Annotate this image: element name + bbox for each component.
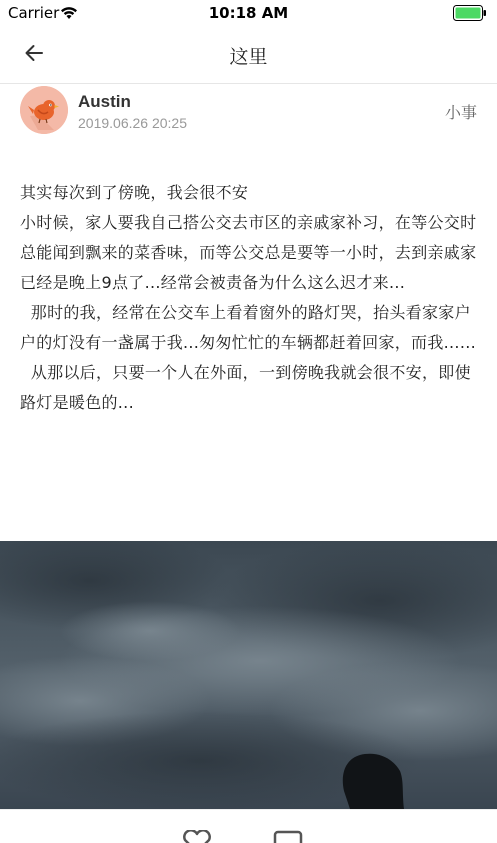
heart-icon[interactable] <box>180 830 214 843</box>
post-paragraph-3: 从那以后，只要一个人在外面，一到傍晚我就会很不安，即使路灯是暖色的... <box>20 363 471 412</box>
status-time: 10:18 AM <box>208 4 289 22</box>
bird-avatar-icon <box>20 119 68 134</box>
navigation-bar <box>0 26 497 84</box>
author-name[interactable]: Austin <box>78 92 131 111</box>
post-timestamp: 2019.06.26 20:25 <box>78 115 187 131</box>
author-header <box>0 84 497 144</box>
post-title-line: 其实每次到了傍晚，我会很不安 <box>20 183 249 202</box>
arrow-left-icon <box>24 44 44 66</box>
battery-icon <box>453 5 487 21</box>
category-tag[interactable]: 小事 <box>444 103 477 122</box>
post-image[interactable] <box>0 541 497 809</box>
back-button[interactable] <box>18 40 50 70</box>
comment-icon[interactable] <box>273 830 303 843</box>
post-paragraph-1: 小时候，家人要我自己搭公交去市区的亲戚家补习，在等公交时总能闻到飘来的菜香味，而等公交总是要等一小时，去到亲戚家已经是晚上9点了...经常会被责备为什么这么迟才来... <box>20 213 477 292</box>
carrier-label: Carrier <box>8 4 60 22</box>
bottom-action-bar <box>0 809 497 843</box>
avatar[interactable] <box>20 86 68 134</box>
status-bar <box>0 0 497 26</box>
page-title: 这里 <box>229 46 268 68</box>
post-body <box>20 178 480 418</box>
post-paragraph-2: 那时的我，经常在公交车上看着窗外的路灯哭，抬头看家家户户的灯没有一盏属于我...匆匆忙忙的车辆都赶着回家，而我...... <box>20 303 476 352</box>
